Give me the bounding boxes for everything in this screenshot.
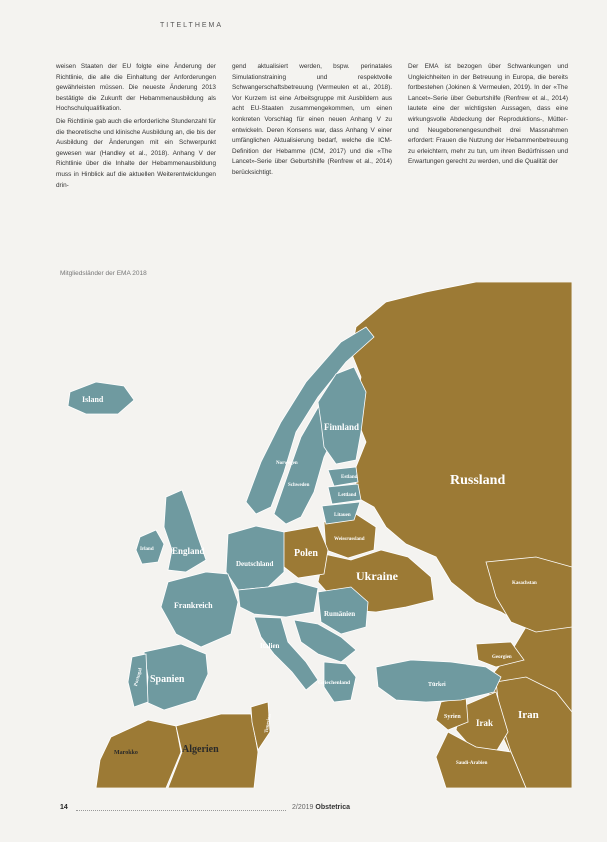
label-litauen: Litauen xyxy=(334,513,351,518)
label-georgien: Georgien xyxy=(492,655,512,660)
text-columns xyxy=(56,62,576,242)
label-kasachstan: Kasachstan xyxy=(512,581,537,586)
paragraph: weisen Staaten der EU folgte eine Änderung der Richtlinie, die alle die Einhaltung der Anforderungen gewährleisten müssen. Die neueste Änderung 2013 bestätigte die Zukunft der Hebammenausbildung als Hochschulqualifikation. xyxy=(56,63,216,113)
label-norwegen: Norwegen xyxy=(276,461,298,466)
label-algerien: Algerien xyxy=(182,744,219,755)
text-column-1 xyxy=(56,62,216,193)
label-tuerkei: Türkei xyxy=(428,682,446,688)
label-irland: Irland xyxy=(140,547,154,552)
label-weissrussland: Weissrussland xyxy=(334,537,365,542)
footer-rule xyxy=(76,810,286,811)
label-spanien: Spanien xyxy=(150,674,185,685)
label-griechenland: Griechenland xyxy=(318,680,351,686)
text-column-3 xyxy=(408,62,568,170)
paragraph: gend aktualisiert werden, bspw. perinatales Simulationstraining und respektvolle Schwangerschaftsbetreuung (Vermeulen et al., 2018). Vor Kurzem ist eine Arbeitsgruppe mit Ausbildern aus acht EU-Staaten zusammengekommen, um einen konkreten Vorschlag für einen neuen Anhang V zu entwickeln. Deren Konsens war, dass Anhang V einer umfänglichen Aktualisierung bedarf, welche die ICM-Definition der Hebamme (ICM, 2017) und die «The Lancet»-Serie über Geburtshilfe (Renfrew et al., 2014) berücksichtigt. xyxy=(232,63,392,176)
label-lettland: Lettland xyxy=(338,493,357,498)
running-head: TITELTHEMA xyxy=(160,22,224,29)
label-deutschland: Deutschland xyxy=(236,560,274,568)
label-england: England xyxy=(172,546,205,556)
footer-issue: 2/2019 xyxy=(292,804,314,811)
ema-member-map xyxy=(56,282,572,788)
footer-brand xyxy=(292,804,350,811)
label-syrien: Syrien xyxy=(444,714,461,720)
label-portugal: Portugal xyxy=(133,667,144,687)
label-ukraine: Ukraine xyxy=(356,569,398,583)
paragraph: Die Richtlinie gab auch die erforderliche Stundenzahl für die theoretische und klinische Ausbildung an, die bis der Ausbildung der Änderungen mit ein Schwerpunkt gewesen war (Handley et al., 2018). Anhang V der Richtlinie über die Inhalte der Hebammenausbildung muss in Hinblick auf die aktuellen Weiterentwicklungen drin- xyxy=(56,117,216,189)
label-iran: Iran xyxy=(518,709,539,721)
label-italien: Italien xyxy=(260,642,280,650)
label-irak: Irak xyxy=(476,718,494,728)
page-footer xyxy=(60,804,580,818)
footer-magazine-name: Obstetrica xyxy=(315,804,350,811)
label-saudi-arabien: Saudi-Arabien xyxy=(456,761,488,766)
page-number: 14 xyxy=(60,804,68,811)
label-island: Island xyxy=(82,395,104,404)
label-polen: Polen xyxy=(294,548,318,559)
label-tunesien: Tunesien xyxy=(264,713,273,734)
label-finnland: Finnland xyxy=(324,422,360,432)
label-estland: Estland xyxy=(341,475,358,480)
europe-map-svg xyxy=(56,282,572,788)
label-frankreich: Frankreich xyxy=(174,601,213,610)
text-column-2 xyxy=(232,62,392,181)
paragraph: Der EMA ist bezogen über Schwankungen und Ungleichheiten in der Betreuung in Europa, die bereits fortbestehen (Jokinen & Vermeulen, 2019). In der «The Lancet»-Serie über Geburtshilfe (Renfrew et al., 2014) lautete eine der wichtigsten Aussagen, dass eine wirkungsvolle Abdeckung der Reproduktions-, Mütter- und Neugeborenengesundheit drei Massnahmen erfordert: Frauen die Nutzung der Hebammenbetreuung zu erleichtern, mehr zu tun, um ihren Bedürfnissen und Erwartungen gerecht zu werden, und die Qualität der xyxy=(408,63,568,166)
label-russland: Russland xyxy=(450,473,506,488)
country-deutschland xyxy=(226,526,284,590)
label-schweden: Schweden xyxy=(288,483,310,488)
label-marokko: Marokko xyxy=(114,750,138,756)
map-caption: Mitgliedsländer der EMA 2018 xyxy=(60,270,147,277)
label-rumaenien: Rumänien xyxy=(324,610,356,618)
